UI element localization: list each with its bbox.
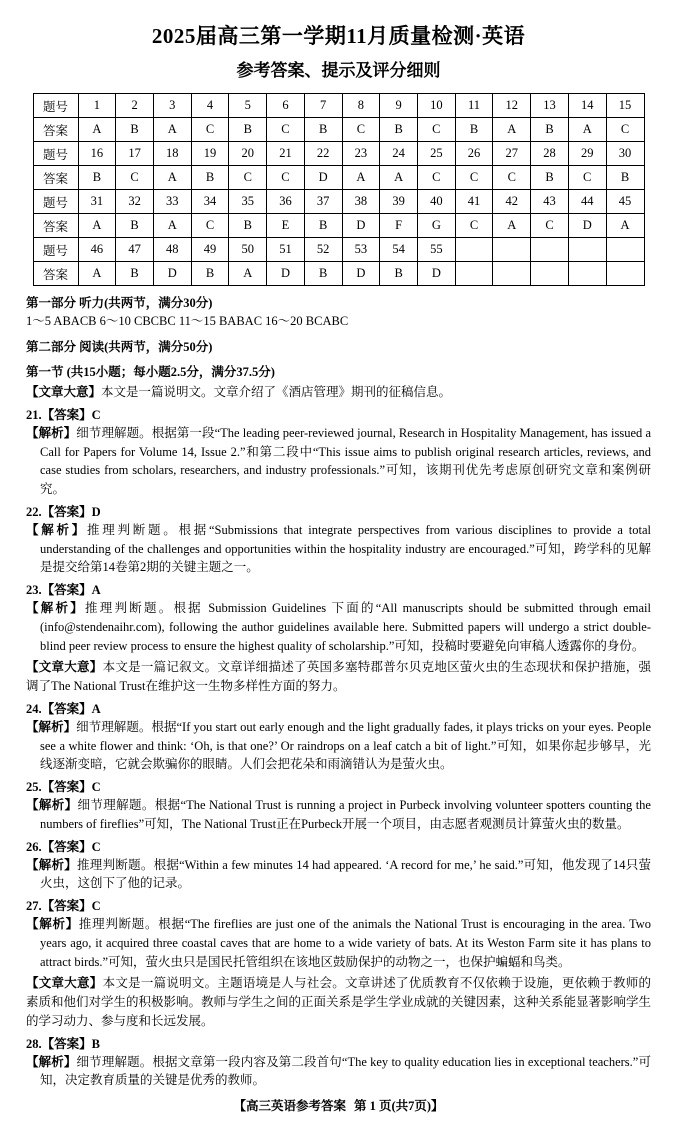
table-row <box>33 262 644 286</box>
answer-cell: D <box>568 214 606 238</box>
answer-cell: B <box>531 166 569 190</box>
question-number: 33 <box>153 190 191 214</box>
answer-cell: A <box>153 214 191 238</box>
question-number: 30 <box>606 142 644 166</box>
empty-cell <box>455 262 493 286</box>
question-explanation-28 <box>26 1053 651 1091</box>
question-number: 6 <box>267 94 305 118</box>
explanation-text: 细节理解题。根据第一段“The leading peer-reviewed journal, Research in Hospitality Management, has issued a Call for Papers for Volume 14, Issue 2.”和第二段中“This issue aims to publish original research articles, reviews, and case studies from scholars, researchers, and industry professionals.”可知，该期刊优先考虑原创研究文章和案例研究。 <box>40 425 651 497</box>
answer-cell: A <box>229 262 267 286</box>
question-number: 29 <box>568 142 606 166</box>
objective-answers-table <box>33 93 645 286</box>
question-answer-21: 21.【答案】C <box>26 407 101 422</box>
answer-cell: B <box>531 118 569 142</box>
question-number: 28 <box>531 142 569 166</box>
answer-cell: A <box>78 262 116 286</box>
explanation-label: 【解析】 <box>26 425 77 440</box>
question-number: 49 <box>191 238 229 262</box>
explanation-text: 推理判断题。根据“Within a few minutes 14 had appeared. ‘A record for me,’ he said.”可知，他发现了14只萤火虫，这创下了他的记录。 <box>40 857 651 891</box>
question-number: 38 <box>342 190 380 214</box>
answer-cell: C <box>229 166 267 190</box>
question-number: 27 <box>493 142 531 166</box>
answer-cell: A <box>153 166 191 190</box>
table-row <box>33 142 644 166</box>
table-row <box>33 94 644 118</box>
answer-cell: A <box>342 166 380 190</box>
row-header-answer: 答案 <box>33 214 78 238</box>
question-number: 25 <box>417 142 455 166</box>
answer-cell: C <box>342 118 380 142</box>
row-header-answer: 答案 <box>33 166 78 190</box>
question-number: 1 <box>78 94 116 118</box>
answer-cell: B <box>304 118 342 142</box>
answer-cell: C <box>455 214 493 238</box>
question-number: 45 <box>606 190 644 214</box>
empty-cell <box>568 262 606 286</box>
question-number: 41 <box>455 190 493 214</box>
answer-cell: C <box>267 118 305 142</box>
gist-label: 【文章大意】 <box>26 660 103 675</box>
explanation-text: 推理判断题。根据 Submission Guidelines 下面的“All manuscripts should be submitted through email (info@stendenaihr.com), following the author guidelines available here. Submitted papers will undergo a strict double-blind peer review process to ensure the highest quality of scholarship.”可知，投稿时要避免向审稿人透露你的身份。 <box>40 601 651 653</box>
question-number: 37 <box>304 190 342 214</box>
page-title: 2025届高三第一学期11月质量检测·英语 <box>151 24 526 48</box>
question-number: 47 <box>116 238 154 262</box>
empty-cell <box>493 238 531 262</box>
question-number: 55 <box>417 238 455 262</box>
answer-table-body <box>33 94 644 286</box>
question-number: 53 <box>342 238 380 262</box>
explanation-text: 细节理解题。根据文章第一段内容及第二段首句“The key to quality education lies in exceptional teachers.”可知，决定教育质量的关键是优秀的教师。 <box>40 1054 651 1088</box>
answer-cell: B <box>455 118 493 142</box>
question-explanation-24 <box>26 718 651 774</box>
question-answer-27: 27.【答案】C <box>26 899 101 914</box>
question-number: 9 <box>380 94 418 118</box>
table-row <box>33 214 644 238</box>
explanation-label: 【解析】 <box>26 798 78 813</box>
empty-cell <box>493 262 531 286</box>
question-number: 11 <box>455 94 493 118</box>
empty-cell <box>455 238 493 262</box>
row-header-answer: 答案 <box>33 262 78 286</box>
answer-cell: A <box>153 118 191 142</box>
question-number: 36 <box>267 190 305 214</box>
answer-cell: B <box>380 118 418 142</box>
answer-cell: D <box>153 262 191 286</box>
answer-cell: B <box>304 214 342 238</box>
answer-cell: B <box>78 166 116 190</box>
gist-text: 本文是一篇记叙文。文章详细描述了英国多塞特郡普尔贝克地区萤火虫的生态现状和保护措施，强调了The National Trust在维护这一生物多样性方面的努力。 <box>26 660 651 694</box>
explanation-label: 【解析】 <box>26 1054 77 1069</box>
answer-cell: A <box>380 166 418 190</box>
passage-gist-a <box>26 383 651 402</box>
explanation-text: 细节理解题。根据“If you start out early enough and the light gradually fades, it plays tricks on your eyes. People see a white flower and think: ‘Oh, is that one?’ Or raindrops on a leaf catch a bit of light.”可知，如果你起步够早，光线逐渐变暗，它就会欺骗你的眼睛。人们会把花朵和雨滴错认为是萤火虫。 <box>40 719 651 772</box>
answer-cell: A <box>493 214 531 238</box>
question-number: 52 <box>304 238 342 262</box>
answer-cell: D <box>267 262 305 286</box>
answer-cell: A <box>606 214 644 238</box>
question-number: 54 <box>380 238 418 262</box>
answer-cell: C <box>568 166 606 190</box>
question-explanation-23 <box>26 599 651 655</box>
question-number: 46 <box>78 238 116 262</box>
question-number: 34 <box>191 190 229 214</box>
empty-cell <box>531 262 569 286</box>
question-number: 16 <box>78 142 116 166</box>
question-number: 15 <box>606 94 644 118</box>
table-row <box>33 190 644 214</box>
question-answer-22: 22.【答案】D <box>26 504 101 519</box>
answer-cell: B <box>229 118 267 142</box>
empty-cell <box>568 238 606 262</box>
question-number: 51 <box>267 238 305 262</box>
answer-cell: B <box>191 262 229 286</box>
answer-cell: C <box>531 214 569 238</box>
question-number: 31 <box>78 190 116 214</box>
explanation-label: 【解析】 <box>26 719 77 734</box>
question-number: 8 <box>342 94 380 118</box>
answer-cell: B <box>606 166 644 190</box>
question-answer-24: 24.【答案】A <box>26 701 101 716</box>
answer-cell: B <box>191 166 229 190</box>
answer-cell: B <box>116 118 154 142</box>
answer-cell: A <box>78 214 116 238</box>
question-number: 20 <box>229 142 267 166</box>
page-footer <box>0 1096 677 1114</box>
question-explanation-26 <box>26 856 651 894</box>
explanation-text: 细节理解题。根据“The National Trust is running a project in Purbeck involving volunteer spotters counting the numbers of fireflies”可知，The National Trust正在Purbeck开展一个项目，由志愿者观测员计算萤火虫的数量。 <box>40 798 651 831</box>
answer-cell: C <box>116 166 154 190</box>
answer-cell: B <box>229 214 267 238</box>
question-number: 4 <box>191 94 229 118</box>
section-heading-reading: 第二部分 阅读(共两节，满分50分) <box>26 340 213 355</box>
question-number: 40 <box>417 190 455 214</box>
answer-cell: C <box>417 166 455 190</box>
answer-cell: C <box>455 166 493 190</box>
explanation-text: 推理判断题。根据“The fireflies are just one of the animals the National Trust is encouraging in the area. Two years ago, it acquired three coastal caves that are home to a wide variety of bats. At its Weston Farm site it has plans to attract birds.”可知，萤火虫只是国民托管组织在该地区鼓励保护的动物之一，也保护蝙蝠和鸟类。 <box>40 917 651 969</box>
footer-title: 【高三英语参考答案 <box>233 1099 346 1114</box>
answer-cell: C <box>191 214 229 238</box>
question-number: 21 <box>267 142 305 166</box>
answer-cell: C <box>191 118 229 142</box>
answer-cell: D <box>417 262 455 286</box>
question-number: 2 <box>116 94 154 118</box>
row-header-question: 题号 <box>33 94 78 118</box>
answer-cell: G <box>417 214 455 238</box>
question-answer-28: 28.【答案】B <box>26 1036 100 1051</box>
empty-cell <box>531 238 569 262</box>
table-row <box>33 118 644 142</box>
explanation-label: 【解析】 <box>26 857 78 872</box>
question-answer-26: 26.【答案】C <box>26 839 101 854</box>
row-header-answer: 答案 <box>33 118 78 142</box>
reading-part-one-heading: 第一节 (共15小题；每小题2.5分，满分37.5分) <box>26 365 275 380</box>
answer-cell: B <box>304 262 342 286</box>
question-number: 13 <box>531 94 569 118</box>
gist-label: 【文章大意】 <box>26 976 103 991</box>
question-number: 23 <box>342 142 380 166</box>
empty-cell <box>606 238 644 262</box>
explanation-label: 【解析】 <box>26 601 85 616</box>
question-number: 12 <box>493 94 531 118</box>
question-number: 22 <box>304 142 342 166</box>
question-number: 35 <box>229 190 267 214</box>
answer-cell: E <box>267 214 305 238</box>
empty-cell <box>606 262 644 286</box>
question-number: 14 <box>568 94 606 118</box>
answer-cell: D <box>342 262 380 286</box>
answer-cell: C <box>267 166 305 190</box>
table-row <box>33 238 644 262</box>
question-number: 19 <box>191 142 229 166</box>
answer-cell: B <box>380 262 418 286</box>
answer-cell: F <box>380 214 418 238</box>
explanation-label: 【解析】 <box>26 917 79 932</box>
gist-text: 本文是一篇说明文。主题语境是人与社会。文章讲述了优质教育不仅依赖于设施，更依赖于教师的素质和他们对学生的积极影响。教师与学生之间的正面关系是学生学业成就的关键因素，这种关系能显著影响学生的学习动力、参与度和长远发展。 <box>26 976 652 1028</box>
explanation-text: 推理判断题。根据“Submissions that integrate perspectives from various disciplines to provide a total understanding of the challenges and opportunities within the hospitality industry are encouraged.”可知，跨学科的见解是提交给第14卷第2期的关键主题之一。 <box>40 522 651 575</box>
question-number: 48 <box>153 238 191 262</box>
table-row <box>33 166 644 190</box>
answer-cell: A <box>78 118 116 142</box>
answer-cell: A <box>568 118 606 142</box>
answer-cell: D <box>304 166 342 190</box>
answer-cell: A <box>493 118 531 142</box>
question-explanation-22 <box>26 521 651 577</box>
row-header-question: 题号 <box>33 238 78 262</box>
question-number: 42 <box>493 190 531 214</box>
section-heading-listening: 第一部分 听力(共两节，满分30分) <box>26 296 213 310</box>
answer-cell: C <box>417 118 455 142</box>
question-number: 50 <box>229 238 267 262</box>
question-number: 43 <box>531 190 569 214</box>
passage-gist-c <box>26 974 651 1030</box>
question-number: 24 <box>380 142 418 166</box>
question-explanation-27 <box>26 915 651 971</box>
answer-cell: B <box>116 214 154 238</box>
gist-text: 本文是一篇说明文。文章介绍了《酒店管理》期刊的征稿信息。 <box>101 385 452 400</box>
question-answer-23: 23.【答案】A <box>26 583 101 598</box>
listening-answers-line: 1～5 ABACB 6～10 CBCBC 11～15 BABAC 16～20 BCABC <box>26 314 349 328</box>
answer-cell: C <box>493 166 531 190</box>
question-number: 10 <box>417 94 455 118</box>
footer-page-number: 第 1 页(共7页)】 <box>353 1099 444 1114</box>
question-number: 32 <box>116 190 154 214</box>
question-number: 7 <box>304 94 342 118</box>
question-number: 39 <box>380 190 418 214</box>
page-subtitle: 参考答案、提示及评分细则 <box>236 61 441 80</box>
question-number: 18 <box>153 142 191 166</box>
row-header-question: 题号 <box>33 142 78 166</box>
row-header-question: 题号 <box>33 190 78 214</box>
question-number: 17 <box>116 142 154 166</box>
question-explanation-21 <box>26 424 651 499</box>
question-number: 44 <box>568 190 606 214</box>
question-explanation-25 <box>26 796 651 834</box>
answer-cell: C <box>606 118 644 142</box>
answer-cell: B <box>116 262 154 286</box>
answer-cell: D <box>342 214 380 238</box>
gist-label: 【文章大意】 <box>26 385 102 400</box>
explanation-label: 【解析】 <box>26 522 87 537</box>
question-number: 5 <box>229 94 267 118</box>
question-answer-25: 25.【答案】C <box>26 780 101 795</box>
question-number: 26 <box>455 142 493 166</box>
passage-gist-b <box>26 658 651 696</box>
question-number: 3 <box>153 94 191 118</box>
